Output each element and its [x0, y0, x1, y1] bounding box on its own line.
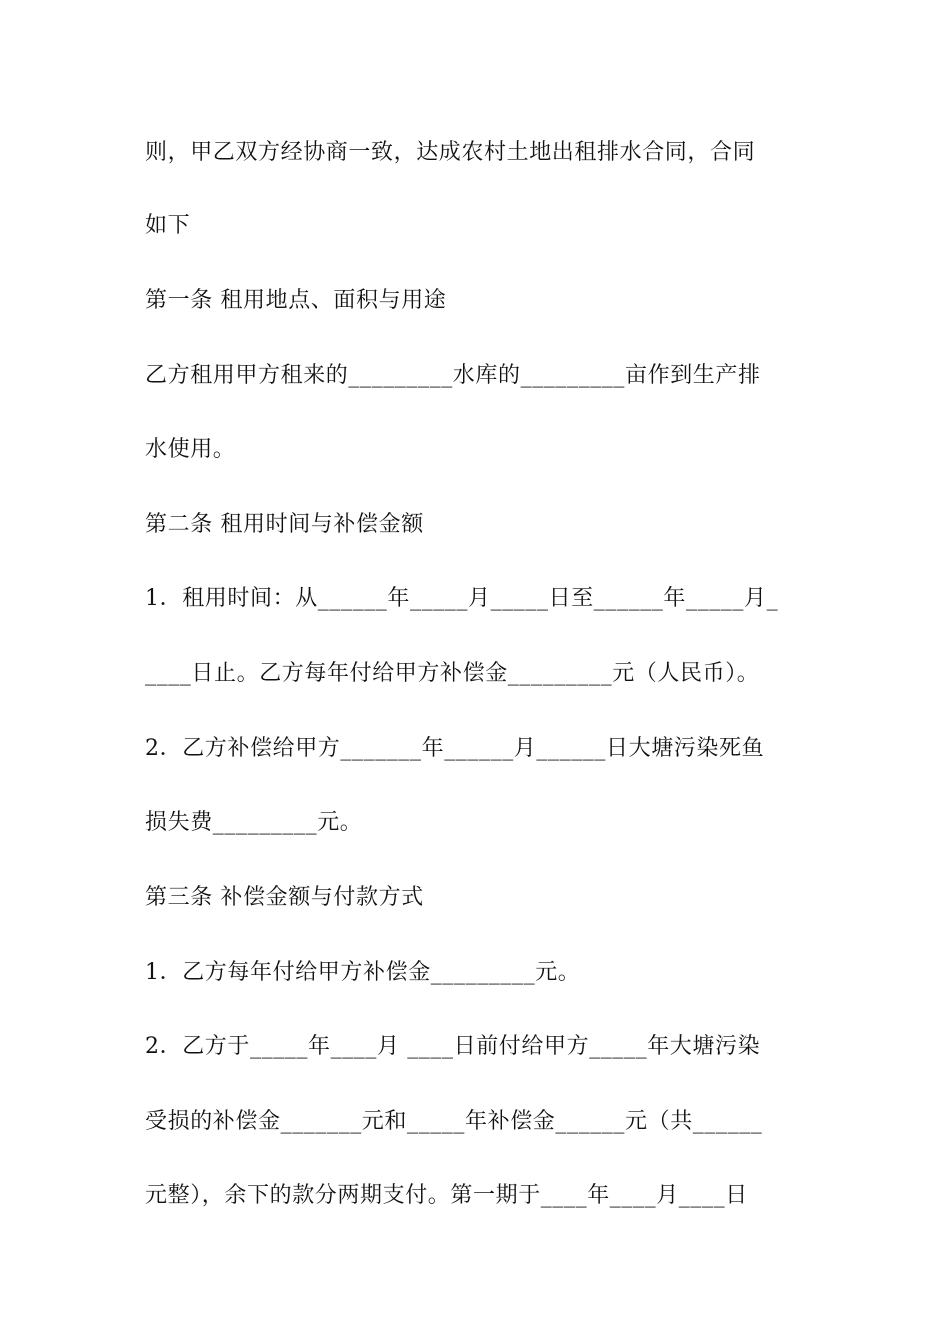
paragraph-line-5: 水使用。 [145, 437, 236, 462]
paragraph-line-9: 2．乙方补偿给甲方_______年______月______日大塘污染死鱼 [145, 736, 765, 761]
paragraph-line-13: 2．乙方于_____年____月 ____日前付给甲方_____年大塘污染 [145, 1034, 761, 1059]
paragraph-line-10: 损失费_________元。 [145, 810, 363, 835]
paragraph-line-7: 1．租用时间：从______年_____月_____日至______年_____月_ [145, 586, 779, 611]
paragraph-line-2: 如下 [145, 213, 191, 238]
article-2-heading: 第二条 租用时间与补偿金额 [145, 512, 424, 537]
paragraph-line-12: 1．乙方每年付给甲方补偿金_________元。 [145, 960, 581, 985]
article-3-heading: 第三条 补偿金额与付款方式 [145, 885, 424, 910]
paragraph-line-15: 元整），余下的款分两期支付。第一期于____年____月____日 [145, 1183, 748, 1208]
paragraph-line-1: 则，甲乙双方经协商一致，达成农村土地出租排水合同，合同 [145, 140, 756, 165]
article-1-heading: 第一条 租用地点、面积与用途 [145, 288, 447, 313]
paragraph-line-4: 乙方租用甲方租来的_________水库的_________亩作到生产排 [145, 363, 761, 388]
paragraph-line-14: 受损的补偿金_______元和_____年补偿金______元（共______ [145, 1109, 763, 1134]
paragraph-line-8: ____日止。乙方每年付给甲方补偿金_________元（人民币）。 [145, 661, 760, 686]
